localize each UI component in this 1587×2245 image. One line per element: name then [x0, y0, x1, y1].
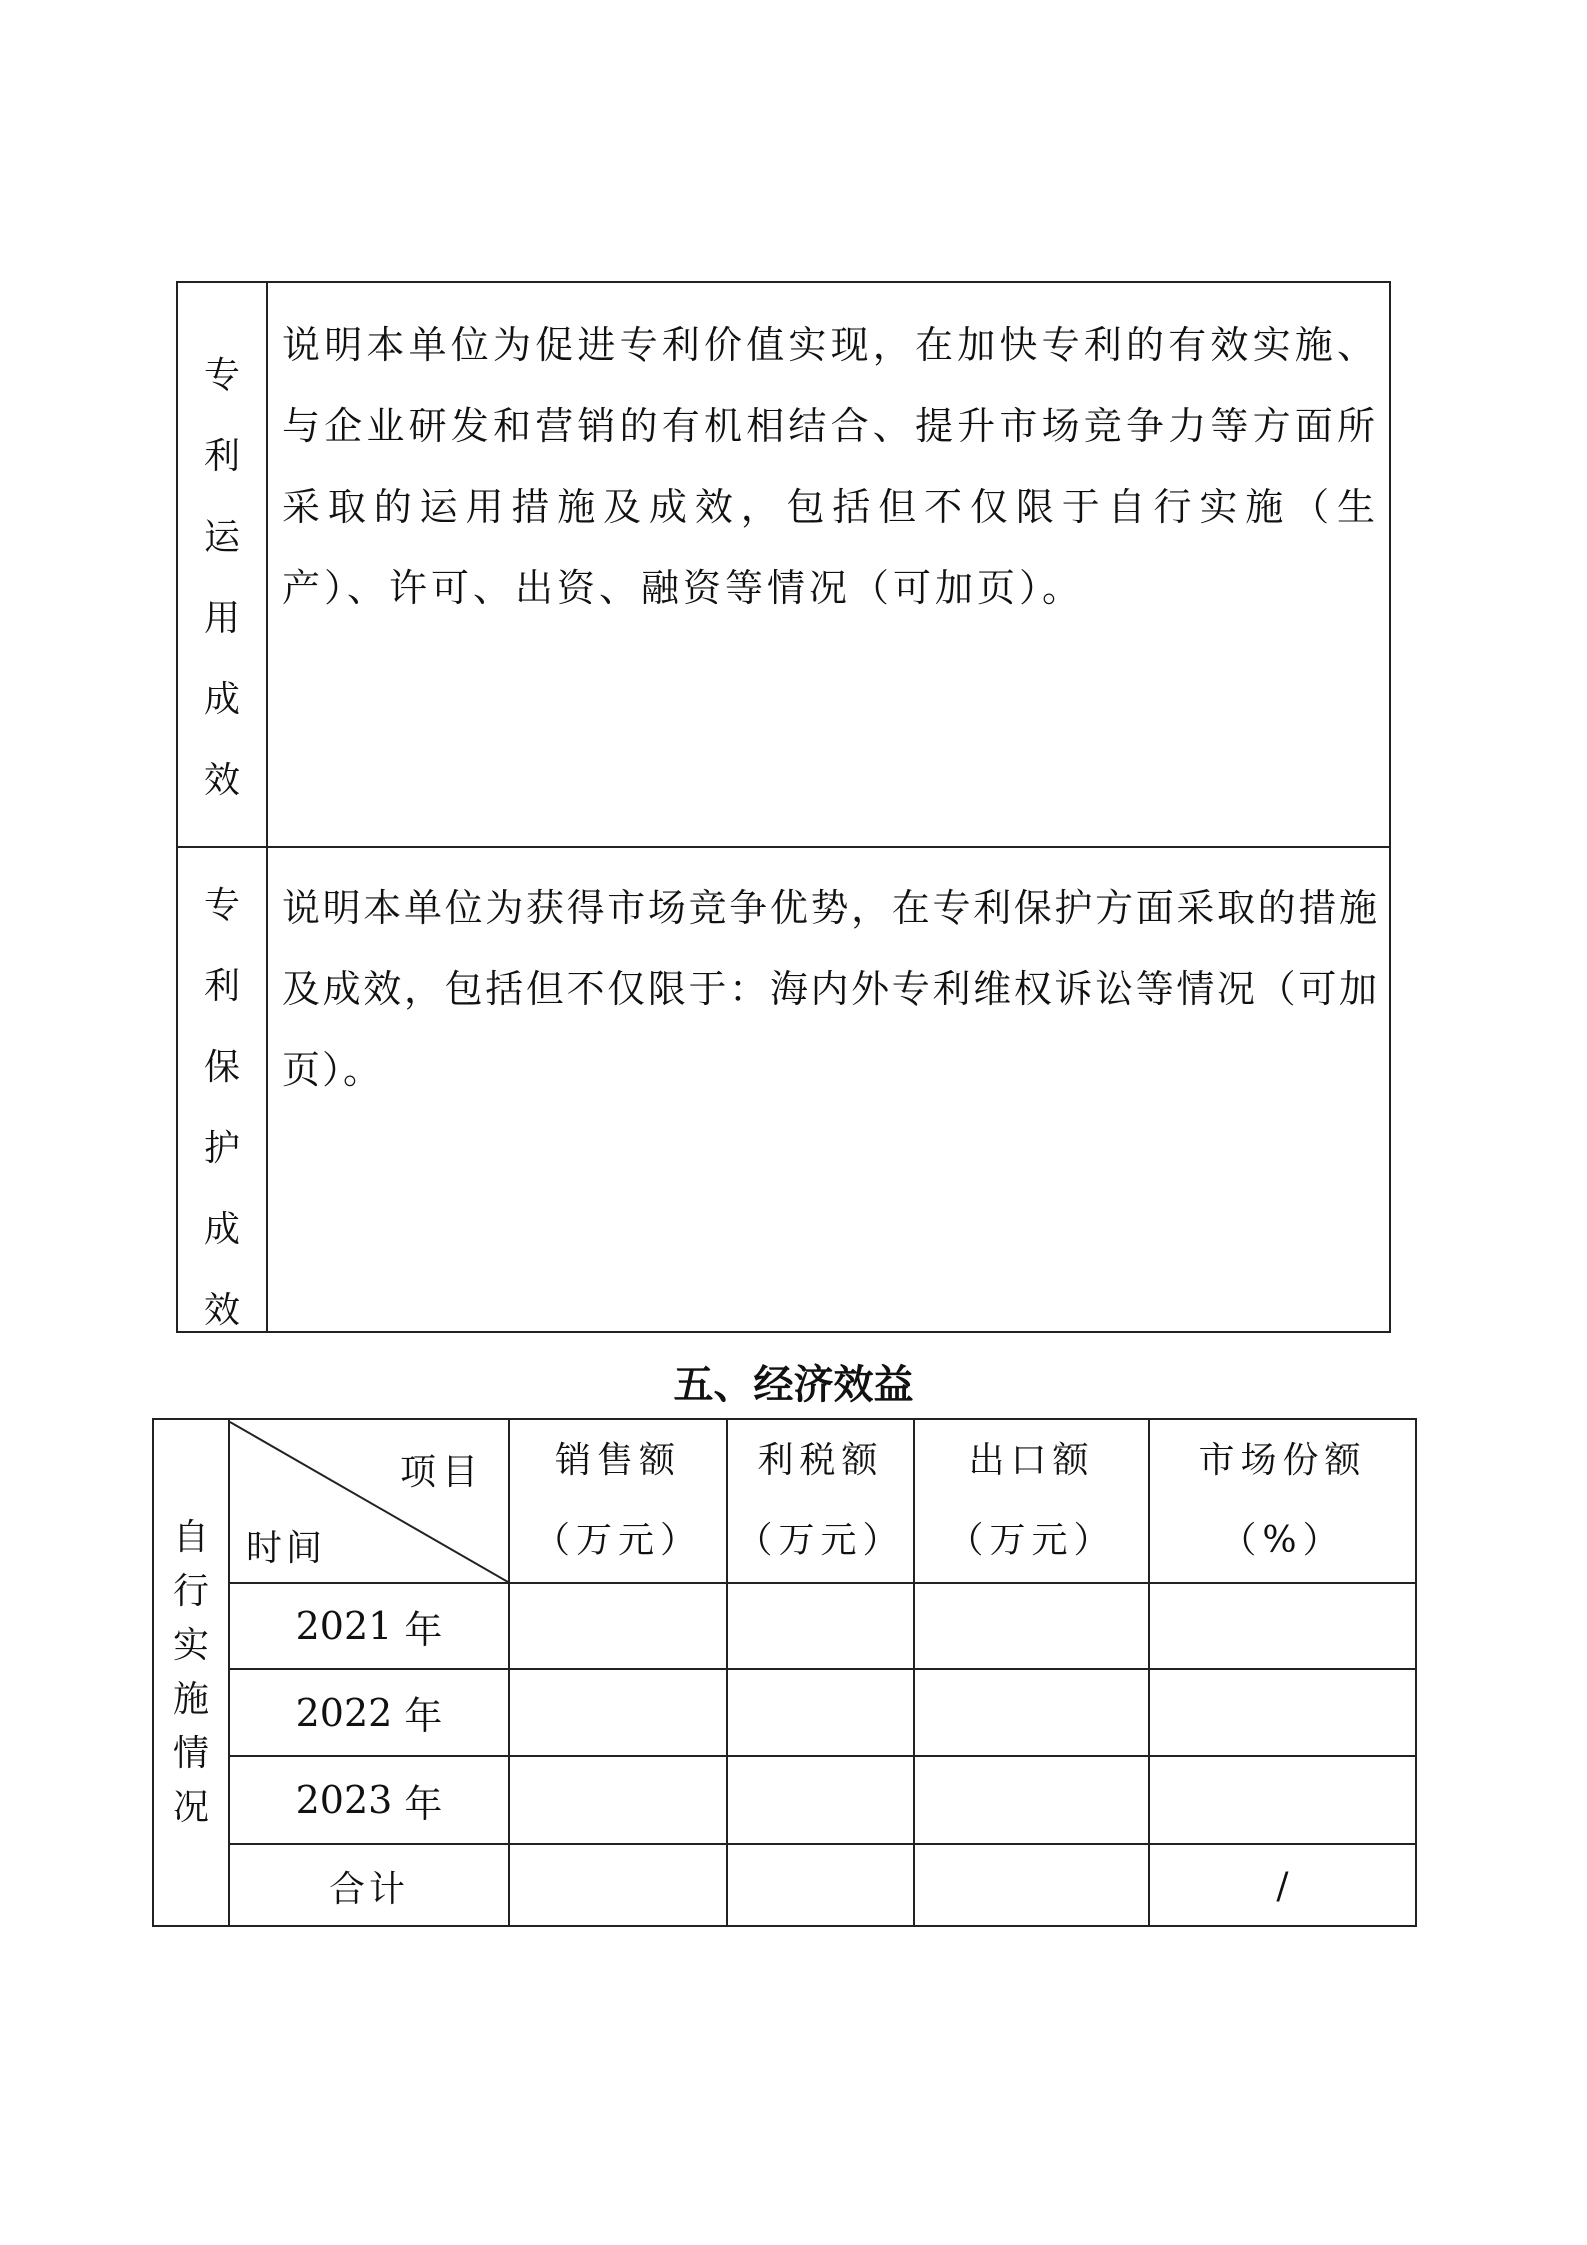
side-label-char: 况 [172, 1786, 209, 1828]
label-char: 成 [203, 1209, 240, 1250]
label-char: 效 [203, 1290, 240, 1331]
year-suffix: 年 [404, 1607, 443, 1652]
economic-benefit-table [152, 1418, 1417, 1927]
year-value: 2023 [295, 1778, 393, 1822]
label-char: 运 [203, 517, 240, 558]
column-divider [266, 848, 268, 1331]
side-label-char: 行 [172, 1570, 209, 1612]
row-total-label: 合计 [328, 1868, 409, 1910]
column-name: 利税额 [757, 1440, 884, 1481]
patent-use-row [178, 283, 1389, 848]
patent-use-label [178, 335, 266, 821]
column-name: 市场份额 [1198, 1440, 1367, 1481]
patent-protection-row [178, 848, 1389, 1331]
side-label-char: 施 [172, 1678, 209, 1720]
column-name: 销售额 [554, 1440, 681, 1481]
row-year-2021 [230, 1584, 508, 1668]
total-market-share-cell: / [1276, 1865, 1289, 1907]
year-value: 2022 [295, 1690, 393, 1735]
diagonal-header-cell [228, 1420, 508, 1582]
corner-item-label: 项目 [399, 1452, 484, 1493]
self-implementation-label [154, 1420, 228, 1925]
label-char: 利 [203, 966, 240, 1007]
side-label-char: 情 [172, 1732, 209, 1774]
column-header-sales [510, 1420, 726, 1582]
label-char: 护 [203, 1128, 240, 1169]
column-header-tax [728, 1420, 913, 1582]
patent-use-description: 说明本单位为促进专利价值实现，在加快专利的有效实施、与企业研发和营销的有机相结合、提升市场竞争力等方面所采取的运用措施及成效，包括但不仅限于自行实施（生产）、许可、出资、融资等情况（可加页）。 [282, 323, 1379, 610]
column-unit: （万元） [736, 1520, 905, 1561]
patent-protection-label [178, 865, 266, 1351]
patent-protection-description: 说明本单位为获得市场竞争优势，在专利保护方面采取的措施及成效，包括但不仅限于：海内外专利维权诉讼等情况（可加页）。 [282, 886, 1379, 1092]
year-suffix: 年 [404, 1781, 443, 1826]
label-char: 效 [203, 760, 240, 801]
column-header-export [915, 1420, 1148, 1582]
column-divider [266, 283, 268, 846]
year-value: 2021 [295, 1604, 393, 1648]
column-name: 出口额 [968, 1440, 1095, 1481]
corner-time-label: 时间 [246, 1528, 327, 1569]
label-char: 专 [203, 355, 240, 396]
label-char: 利 [203, 436, 240, 477]
label-char: 用 [203, 598, 240, 639]
column-unit: （万元） [533, 1520, 702, 1561]
patent-results-table [176, 281, 1391, 1333]
row-year-2023 [230, 1757, 508, 1843]
side-label-char: 实 [172, 1624, 209, 1666]
column-header-market-share [1150, 1420, 1415, 1582]
column-unit: （%） [1220, 1520, 1345, 1561]
label-char: 成 [203, 679, 240, 720]
year-suffix: 年 [404, 1694, 443, 1738]
row-year-2022 [230, 1670, 508, 1755]
column-unit: （万元） [947, 1520, 1116, 1561]
section-heading: 五、经济效益 [673, 1362, 914, 1408]
label-char: 保 [203, 1047, 240, 1088]
label-char: 专 [203, 885, 240, 926]
side-label-char: 自 [172, 1516, 209, 1558]
